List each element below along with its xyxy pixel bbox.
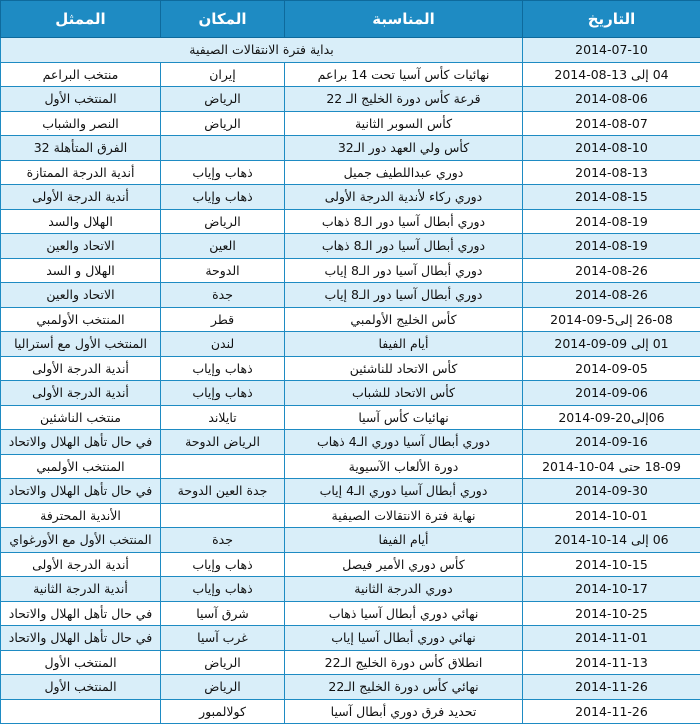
- cell-event: بداية فترة الانتقالات الصيفية: [1, 38, 523, 63]
- cell-date: 2014-08-13: [523, 160, 700, 185]
- cell-event: دوري أبطال آسيا دور الـ8 ذهاب: [285, 209, 523, 234]
- cell-representative: أندية الدرجة الممتازة: [1, 160, 161, 185]
- cell-place: تايلاند: [161, 405, 285, 430]
- table-row: [1, 356, 700, 381]
- cell-place: الرياض الدوحة: [161, 430, 285, 455]
- table-row: [1, 62, 700, 87]
- cell-event: كأس الخليج الأولمبي: [285, 307, 523, 332]
- cell-event: كأس ولي العهد دور الـ32: [285, 136, 523, 161]
- cell-representative: الاتحاد والعين: [1, 234, 161, 259]
- cell-date: 26-08 إلى5-09-2014: [523, 307, 700, 332]
- cell-representative: في حال تأهل الهلال والاتحاد: [1, 479, 161, 504]
- cell-representative: المنتخب الأول: [1, 650, 161, 675]
- cell-place: قطر: [161, 307, 285, 332]
- cell-event: دوري أبطال آسيا دوري الـ4 ذهاب: [285, 430, 523, 455]
- cell-date: 06 إلى 14-10-2014: [523, 528, 700, 553]
- table-row: [1, 283, 700, 308]
- cell-date: 2014-08-19: [523, 234, 700, 259]
- header-place: المكان: [161, 1, 285, 38]
- table-row: [1, 234, 700, 259]
- cell-date: 2014-08-07: [523, 111, 700, 136]
- cell-place: ذهاب وإياب: [161, 160, 285, 185]
- cell-event: دوري أبطال آسيا دور الـ8 ذهاب: [285, 234, 523, 259]
- cell-place: الدوحة: [161, 258, 285, 283]
- cell-representative: الأندية المحترفة: [1, 503, 161, 528]
- cell-place: [161, 503, 285, 528]
- cell-place: العين: [161, 234, 285, 259]
- cell-date: 06إلى20-09-2014: [523, 405, 700, 430]
- cell-date: 2014-08-15: [523, 185, 700, 210]
- table-row: [1, 209, 700, 234]
- cell-event: كأس دوري الأمير فيصل: [285, 552, 523, 577]
- cell-event: دوري أبطال آسيا دوري الـ4 إياب: [285, 479, 523, 504]
- cell-representative: منتخب البراعم: [1, 62, 161, 87]
- cell-event: دوري الدرجة الثانية: [285, 577, 523, 602]
- cell-date: 18-09 حتى 04-10-2014: [523, 454, 700, 479]
- table-row: [1, 577, 700, 602]
- cell-place: جدة: [161, 283, 285, 308]
- cell-event: كأس الاتحاد للناشئين: [285, 356, 523, 381]
- cell-place: الرياض: [161, 675, 285, 700]
- cell-date: 2014-08-26: [523, 283, 700, 308]
- cell-representative: في حال تأهل الهلال والاتحاد: [1, 626, 161, 651]
- cell-event: قرعة كأس دورة الخليج الـ 22: [285, 87, 523, 112]
- cell-event: نهائي كأس دورة الخليج الـ22: [285, 675, 523, 700]
- cell-representative: منتخب الناشئين: [1, 405, 161, 430]
- cell-place: إيران: [161, 62, 285, 87]
- cell-date: 04 إلى 13-08-2014: [523, 62, 700, 87]
- cell-date: 2014-09-05: [523, 356, 700, 381]
- cell-date: 2014-10-15: [523, 552, 700, 577]
- table-row: [1, 136, 700, 161]
- cell-date: 01 إلى 09-09-2014: [523, 332, 700, 357]
- cell-place: الرياض: [161, 111, 285, 136]
- cell-event: نهائيات كأس آسيا تحت 14 براعم: [285, 62, 523, 87]
- cell-representative: أندية الدرجة الثانية: [1, 577, 161, 602]
- cell-date: 2014-11-26: [523, 699, 700, 724]
- cell-event: نهائي دوري أبطال آسيا ذهاب: [285, 601, 523, 626]
- cell-date: 2014-08-19: [523, 209, 700, 234]
- cell-date: 2014-08-06: [523, 87, 700, 112]
- cell-date: 2014-08-26: [523, 258, 700, 283]
- header-representative: الممثل: [1, 1, 161, 38]
- table-row: [1, 160, 700, 185]
- cell-place: كولالمبور: [161, 699, 285, 724]
- header-event: المناسبة: [285, 1, 523, 38]
- cell-place: غرب آسيا: [161, 626, 285, 651]
- table-row: [1, 381, 700, 406]
- table-row: [1, 528, 700, 553]
- cell-date: 2014-11-01: [523, 626, 700, 651]
- table-row: [1, 430, 700, 455]
- cell-representative: الفرق المتأهلة 32: [1, 136, 161, 161]
- table-row: [1, 307, 700, 332]
- header-date: التاريخ: [523, 1, 700, 38]
- cell-representative: المنتخب الأولمبي: [1, 454, 161, 479]
- cell-event: تحديد فرق دوري أبطال آسيا: [285, 699, 523, 724]
- cell-representative: المنتخب الأول مع الأورغواي: [1, 528, 161, 553]
- cell-representative: أندية الدرجة الأولى: [1, 185, 161, 210]
- cell-place: ذهاب وإياب: [161, 356, 285, 381]
- cell-date: 2014-09-06: [523, 381, 700, 406]
- cell-date: 2014-09-16: [523, 430, 700, 455]
- table-row: [1, 552, 700, 577]
- cell-representative: المنتخب الأول: [1, 87, 161, 112]
- cell-place: ذهاب وإياب: [161, 381, 285, 406]
- cell-representative: أندية الدرجة الأولى: [1, 356, 161, 381]
- table-row: [1, 87, 700, 112]
- cell-date: 2014-07-10: [523, 38, 700, 63]
- cell-date: 2014-10-01: [523, 503, 700, 528]
- cell-date: 2014-08-10: [523, 136, 700, 161]
- cell-representative: الهلال و السد: [1, 258, 161, 283]
- cell-representative: [1, 699, 161, 724]
- cell-representative: في حال تأهل الهلال والاتحاد: [1, 601, 161, 626]
- table-row: [1, 699, 700, 724]
- table-row: [1, 503, 700, 528]
- cell-event: نهائي دوري أبطال آسيا إياب: [285, 626, 523, 651]
- cell-event: كأس الاتحاد للشباب: [285, 381, 523, 406]
- table-row: [1, 675, 700, 700]
- cell-date: 2014-11-13: [523, 650, 700, 675]
- cell-event: دورة الألعاب الآسيوية: [285, 454, 523, 479]
- cell-event: كأس السوبر الثانية: [285, 111, 523, 136]
- cell-place: الرياض: [161, 87, 285, 112]
- cell-place: لندن: [161, 332, 285, 357]
- cell-representative: النصر والشباب: [1, 111, 161, 136]
- cell-place: شرق آسيا: [161, 601, 285, 626]
- table-row: [1, 332, 700, 357]
- cell-date: 2014-11-26: [523, 675, 700, 700]
- cell-date: 2014-09-30: [523, 479, 700, 504]
- table-body: [1, 38, 700, 724]
- table-row: [1, 626, 700, 651]
- cell-representative: أندية الدرجة الأولى: [1, 381, 161, 406]
- cell-representative: المنتخب الأول: [1, 675, 161, 700]
- cell-event: دوري ركاء لأندية الدرجة الأولى: [285, 185, 523, 210]
- cell-place: ذهاب وإياب: [161, 552, 285, 577]
- table-row: [1, 38, 700, 63]
- cell-place: جدة: [161, 528, 285, 553]
- cell-event: نهائيات كأس آسيا: [285, 405, 523, 430]
- cell-event: أيام الفيفا: [285, 332, 523, 357]
- table-row: [1, 258, 700, 283]
- table-row: [1, 454, 700, 479]
- cell-event: دوري أبطال آسيا دور الـ8 إياب: [285, 283, 523, 308]
- cell-place: الرياض: [161, 650, 285, 675]
- cell-date: 2014-10-25: [523, 601, 700, 626]
- table-row: [1, 650, 700, 675]
- table-row: [1, 185, 700, 210]
- table-row: [1, 479, 700, 504]
- table-row: [1, 111, 700, 136]
- cell-representative: الهلال والسد: [1, 209, 161, 234]
- cell-event: أيام الفيفا: [285, 528, 523, 553]
- cell-place: جدة العين الدوحة: [161, 479, 285, 504]
- cell-place: [161, 454, 285, 479]
- cell-date: 2014-10-17: [523, 577, 700, 602]
- cell-representative: في حال تأهل الهلال والاتحاد: [1, 430, 161, 455]
- cell-place: ذهاب وإياب: [161, 185, 285, 210]
- cell-representative: أندية الدرجة الأولى: [1, 552, 161, 577]
- table-row: [1, 405, 700, 430]
- cell-place: الرياض: [161, 209, 285, 234]
- table-row: [1, 601, 700, 626]
- cell-event: انطلاق كأس دورة الخليج الـ22: [285, 650, 523, 675]
- cell-event: نهاية فترة الانتقالات الصيفية: [285, 503, 523, 528]
- cell-representative: المنتخب الأولمبي: [1, 307, 161, 332]
- cell-representative: المنتخب الأول مع أستراليا: [1, 332, 161, 357]
- cell-event: دوري عبداللطيف جميل: [285, 160, 523, 185]
- cell-representative: الاتحاد والعين: [1, 283, 161, 308]
- cell-event: دوري أبطال آسيا دور الـ8 إياب: [285, 258, 523, 283]
- cell-place: ذهاب وإياب: [161, 577, 285, 602]
- cell-place: [161, 136, 285, 161]
- table-header: [1, 1, 700, 38]
